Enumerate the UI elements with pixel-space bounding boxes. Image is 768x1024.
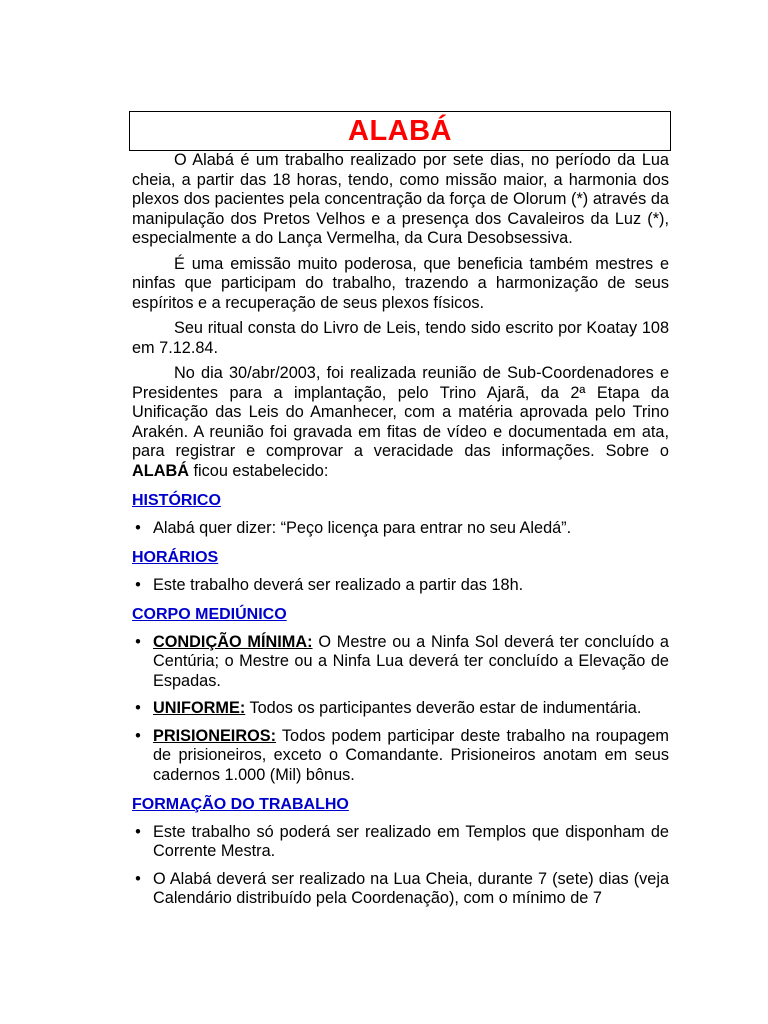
paragraph-emission: É uma emissão muito poderosa, que beneficia também mestres e ninfas que participam do trabalho, trazendo a harmonização de seus espíritos e a recuperação de seus plexos físicos. [132,254,669,312]
list-formacao [132,823,669,909]
heading-corpo-mediunico: CORPO MEDIÚNICO [132,606,287,623]
title-box [129,111,671,151]
paragraph-ritual: Seu ritual consta do Livro de Leis, tendo sido escrito por Koatay 108 em 7.12.84. [132,319,669,357]
list-item [132,519,669,539]
list-item-term: PRISIONEIROS: [153,726,277,745]
bullet-icon: • [135,632,141,651]
document-body [132,151,669,917]
list-item-text: Este trabalho só poderá ser realizado em Templos que disponham de Corrente Mestra. [153,822,669,860]
meeting-end: ficou estabelecido: [193,461,329,480]
heading-formacao: FORMAÇÃO DO TRABALHO [132,796,349,813]
meeting-bold-term: ALABÁ [132,461,189,480]
list-item-text: Todos os participantes deverão estar de indumentária. [249,699,642,717]
list-item [132,823,669,862]
list-item [132,633,669,692]
list-item-text: Este trabalho deverá ser realizado a partir das 18h. [153,575,524,594]
list-historico [132,519,669,539]
bullet-icon: • [135,699,141,717]
page-title: ALABÁ [348,114,452,147]
paragraph-intro: O Alabá é um trabalho realizado por sete dias, no período da Lua cheia, a partir das 18 horas, tendo, como missão maior, a harmonia dos plexos dos pacientes pela concentração da força de Olorum (*) através da manipulação dos Pretos Velhos e a presença dos Cavaleiros da Luz (*), especialmente a do Lança Vermelha, da Cura Desobsessiva. [132,151,669,247]
list-item [132,870,669,909]
list-item [132,727,669,786]
list-item-text: Todos podem participar deste trabalho na roupagem de prisioneiros, exceto o Comandante. Prisioneiros anotam em seus cadernos 1.000 (Mil) bônus. [153,726,669,784]
list-item-text: O Mestre ou a Ninfa Sol deverá ter concluído a Centúria; o Mestre ou a Ninfa Lua deverá ter concluído a Elevação de Espadas. [153,632,669,690]
bullet-icon: • [135,575,141,594]
list-item-term: CONDIÇÃO MÍNIMA: [153,632,313,651]
list-horarios [132,576,669,596]
bullet-icon: • [135,822,141,841]
bullet-icon: • [135,726,141,745]
paragraph-meeting [132,364,669,481]
list-item [132,699,669,719]
meeting-text: No dia 30/abr/2003, foi realizada reunião de Sub-Coordenadores e Presidentes para a implantação, pelo Trino Ajarã, da 2ª Etapa da Unificação das Leis do Amanhecer, com a matéria aprovada pelo Trino Arakén. A reunião foi gravada em fitas de vídeo e documentada em ata, para registrar e comprovar a veracidade das informações. Sobre o [132,364,669,460]
list-item-text: O Alabá deverá ser realizado na Lua Cheia, durante 7 (sete) dias (veja Calendário distribuído pela Coordenação), com o mínimo de 7 [153,869,669,907]
heading-historico: HISTÓRICO [132,492,221,509]
list-item-text: Alabá quer dizer: “Peço licença para entrar no seu Aledá”. [153,518,572,537]
list-item [132,576,669,596]
bullet-icon: • [135,518,141,537]
bullet-icon: • [135,869,141,888]
list-corpo-mediunico [132,633,669,786]
heading-horarios: HORÁRIOS [132,549,219,566]
list-item-term: UNIFORME: [153,699,246,717]
